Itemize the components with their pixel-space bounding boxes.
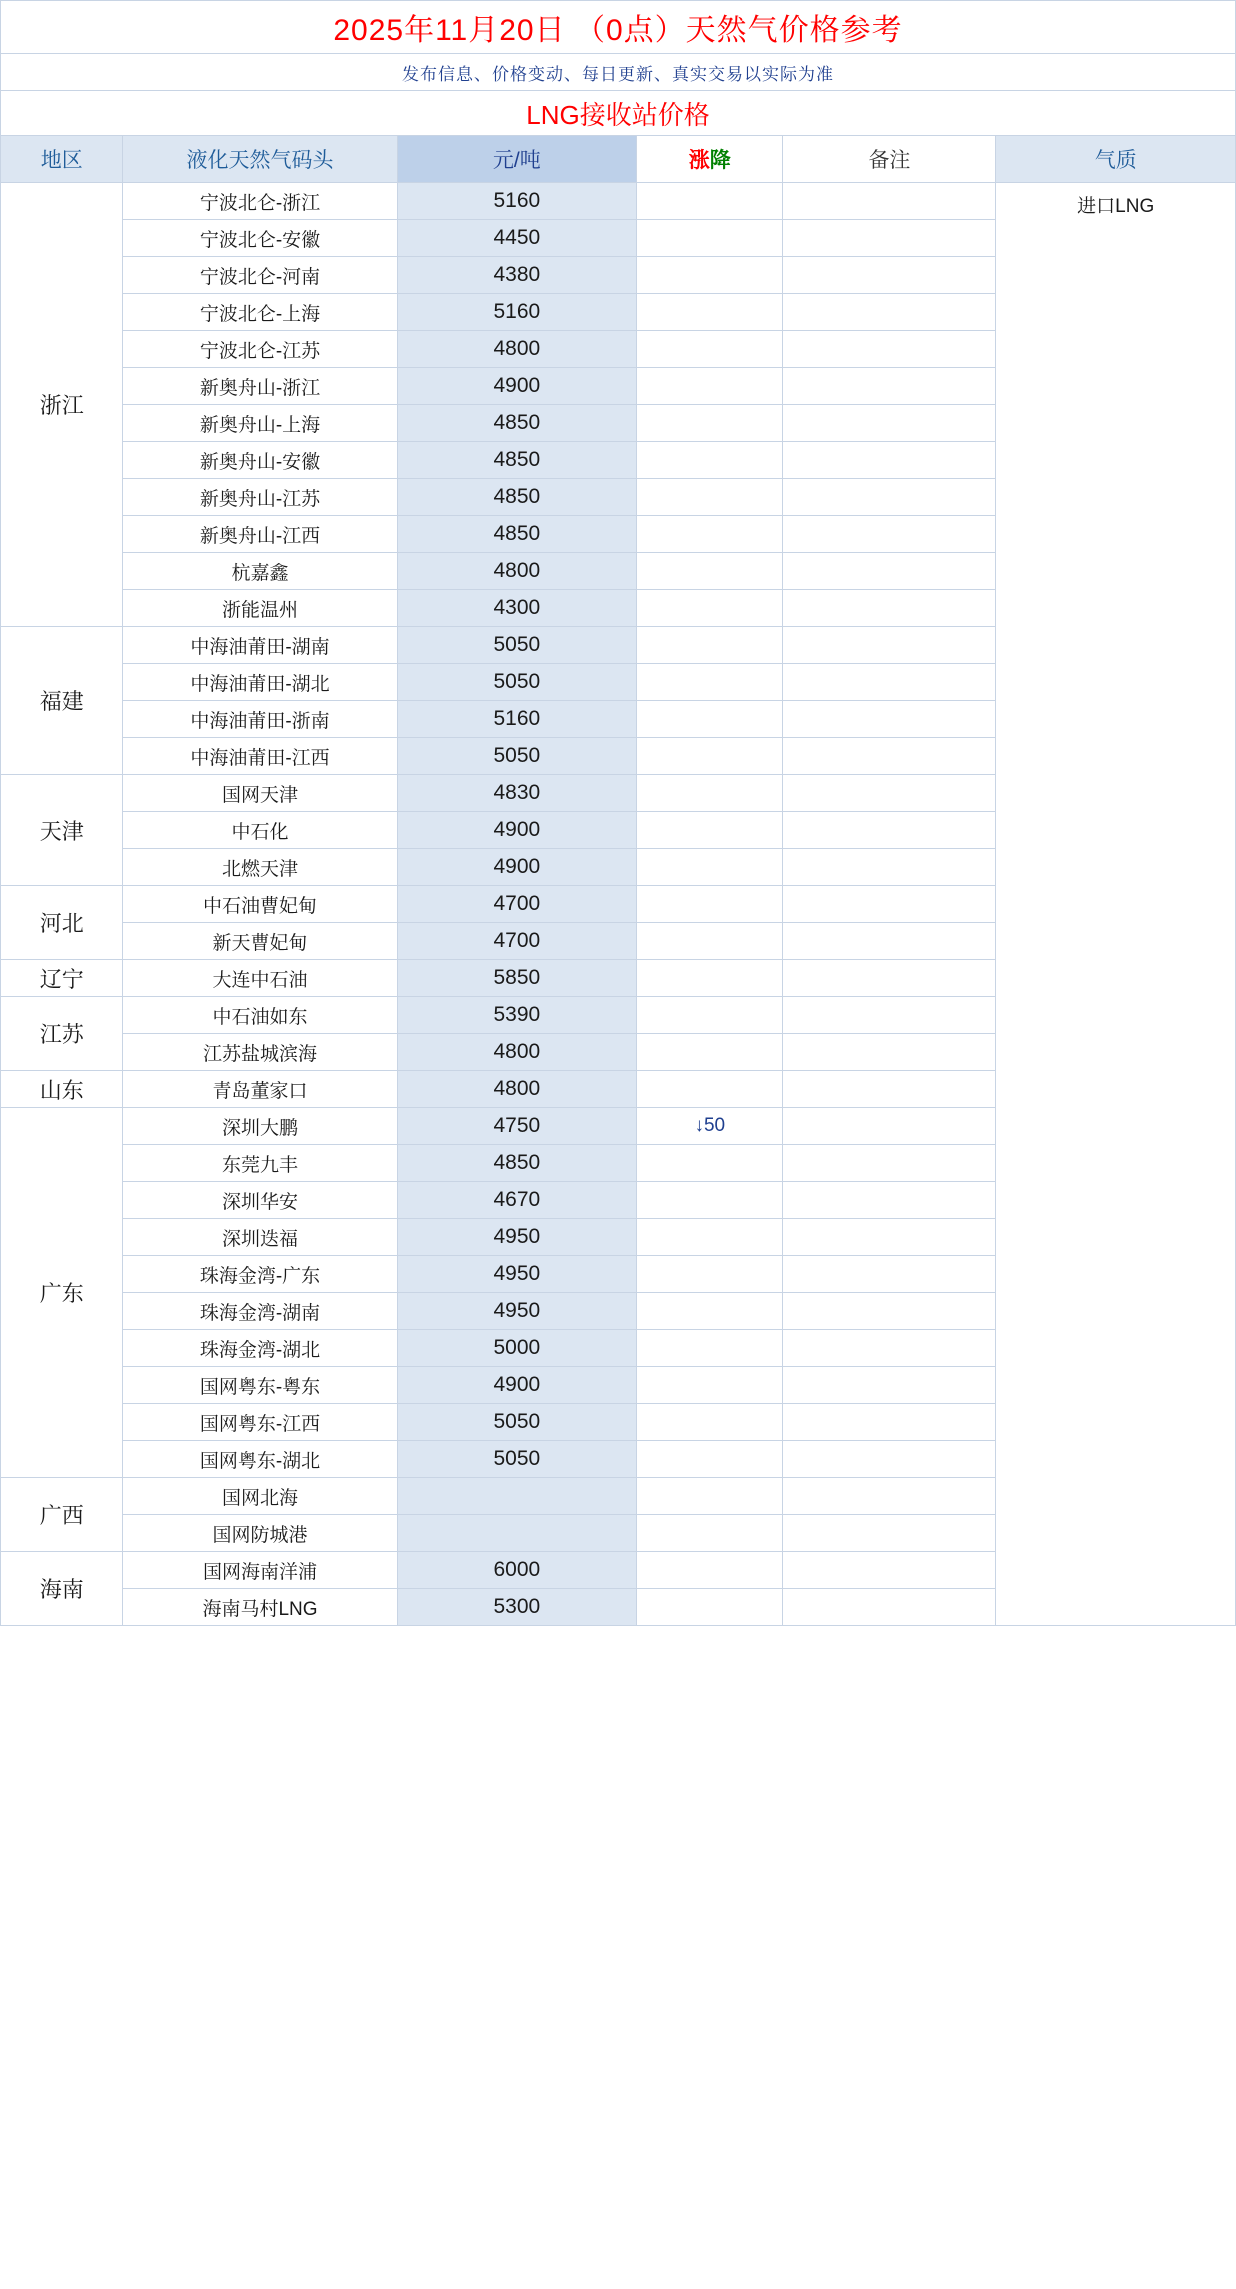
change-cell [637,1256,783,1293]
price-cell: 4800 [397,331,637,368]
note-cell [783,479,996,516]
header-change-down: 降 [709,149,731,172]
change-cell [637,997,783,1034]
change-cell [637,738,783,775]
change-cell [637,1478,783,1515]
change-cell [637,294,783,331]
note-cell [783,1071,996,1108]
header-quality: 气质 [996,136,1236,183]
change-cell [637,1515,783,1552]
header-price: 元/吨 [397,136,637,183]
change-cell [637,516,783,553]
terminal-cell: 新天曹妃甸 [123,923,397,960]
price-cell: 4950 [397,1219,637,1256]
terminal-cell: 珠海金湾-湖南 [123,1293,397,1330]
price-cell: 5160 [397,294,637,331]
price-cell: 4700 [397,886,637,923]
terminal-cell: 宁波北仑-江苏 [123,331,397,368]
note-cell [783,886,996,923]
change-cell [637,664,783,701]
note-cell [783,1367,996,1404]
column-header-row [1,136,1236,183]
terminal-cell: 宁波北仑-河南 [123,257,397,294]
price-cell: 4950 [397,1293,637,1330]
change-cell [637,1441,783,1478]
terminal-cell: 珠海金湾-湖北 [123,1330,397,1367]
change-cell [637,1589,783,1626]
change-cell [637,849,783,886]
terminal-cell: 中海油莆田-湖北 [123,664,397,701]
terminal-cell: 新奥舟山-江苏 [123,479,397,516]
title-row [1,1,1236,54]
region-cell: 广西 [1,1478,123,1552]
change-cell: ↓50 [637,1108,783,1145]
price-cell: 4380 [397,257,637,294]
note-cell [783,701,996,738]
price-cell [397,1478,637,1515]
note-cell [783,1219,996,1256]
change-cell [637,960,783,997]
change-cell [637,812,783,849]
price-cell: 5000 [397,1330,637,1367]
price-cell: 4850 [397,442,637,479]
terminal-cell: 新奥舟山-上海 [123,405,397,442]
price-cell: 5050 [397,1404,637,1441]
page-subtitle: 发布信息、价格变动、每日更新、真实交易以实际为准 [1,54,1236,91]
change-cell [637,590,783,627]
price-cell: 4850 [397,516,637,553]
note-cell [783,960,996,997]
change-cell [637,479,783,516]
change-cell [637,1330,783,1367]
note-cell [783,1515,996,1552]
note-cell [783,1145,996,1182]
price-cell: 4900 [397,368,637,405]
price-cell: 4900 [397,812,637,849]
change-cell [637,442,783,479]
note-cell [783,442,996,479]
note-cell [783,516,996,553]
terminal-cell: 江苏盐城滨海 [123,1034,397,1071]
terminal-cell: 宁波北仑-上海 [123,294,397,331]
note-cell [783,590,996,627]
terminal-cell: 国网天津 [123,775,397,812]
region-cell: 海南 [1,1552,123,1626]
note-cell [783,923,996,960]
terminal-cell: 深圳华安 [123,1182,397,1219]
price-cell: 4900 [397,849,637,886]
table-row [1,183,1236,220]
region-cell: 江苏 [1,997,123,1071]
price-cell: 4850 [397,405,637,442]
price-cell: 5300 [397,1589,637,1626]
change-cell [637,1552,783,1589]
price-cell [397,1515,637,1552]
table-body [1,1,1236,1626]
price-cell: 4700 [397,923,637,960]
price-cell: 4450 [397,220,637,257]
price-cell: 4850 [397,1145,637,1182]
note-cell [783,1108,996,1145]
note-cell [783,1552,996,1589]
header-change [637,136,783,183]
section-title: LNG接收站价格 [1,91,1236,136]
note-cell [783,812,996,849]
terminal-cell: 深圳迭福 [123,1219,397,1256]
change-cell [637,1293,783,1330]
change-cell [637,1145,783,1182]
terminal-cell: 国网粤东-粤东 [123,1367,397,1404]
note-cell [783,368,996,405]
terminal-cell: 宁波北仑-安徽 [123,220,397,257]
change-cell [637,183,783,220]
change-cell [637,701,783,738]
terminal-cell: 北燃天津 [123,849,397,886]
price-cell: 4800 [397,1034,637,1071]
change-cell [637,627,783,664]
note-cell [783,738,996,775]
page-title: 2025年11月20日 （0点）天然气价格参考 [1,1,1236,54]
change-cell [637,775,783,812]
note-cell [783,1256,996,1293]
terminal-cell: 大连中石油 [123,960,397,997]
price-cell: 5160 [397,701,637,738]
price-cell: 4800 [397,1071,637,1108]
quality-cell: 进口LNG [996,183,1236,1626]
region-cell: 福建 [1,627,123,775]
change-cell [637,1034,783,1071]
terminal-cell: 中海油莆田-江西 [123,738,397,775]
header-note: 备注 [783,136,996,183]
change-cell [637,1367,783,1404]
terminal-cell: 新奥舟山-安徽 [123,442,397,479]
price-cell: 4670 [397,1182,637,1219]
terminal-cell: 中海油莆田-浙南 [123,701,397,738]
price-cell: 6000 [397,1552,637,1589]
terminal-cell: 深圳大鹏 [123,1108,397,1145]
price-cell: 4750 [397,1108,637,1145]
note-cell [783,1478,996,1515]
region-cell: 浙江 [1,183,123,627]
price-cell: 4850 [397,479,637,516]
terminal-cell: 新奥舟山-浙江 [123,368,397,405]
price-cell: 4800 [397,553,637,590]
price-cell: 5160 [397,183,637,220]
price-cell: 5050 [397,738,637,775]
price-cell: 5390 [397,997,637,1034]
region-cell: 辽宁 [1,960,123,997]
change-cell [637,923,783,960]
price-cell: 5850 [397,960,637,997]
terminal-cell: 国网粤东-湖北 [123,1441,397,1478]
note-cell [783,331,996,368]
terminal-cell: 东莞九丰 [123,1145,397,1182]
region-cell: 山东 [1,1071,123,1108]
note-cell [783,1182,996,1219]
change-cell [637,1404,783,1441]
terminal-cell: 中海油莆田-湖南 [123,627,397,664]
price-cell: 4950 [397,1256,637,1293]
note-cell [783,1441,996,1478]
note-cell [783,220,996,257]
region-cell: 广东 [1,1108,123,1478]
price-cell: 5050 [397,1441,637,1478]
note-cell [783,1330,996,1367]
header-region: 地区 [1,136,123,183]
change-cell [637,368,783,405]
note-cell [783,405,996,442]
change-cell [637,257,783,294]
change-cell [637,405,783,442]
terminal-cell: 新奥舟山-江西 [123,516,397,553]
change-cell [637,1219,783,1256]
region-cell: 河北 [1,886,123,960]
header-terminal: 液化天然气码头 [123,136,397,183]
terminal-cell: 国网防城港 [123,1515,397,1552]
note-cell [783,1404,996,1441]
note-cell [783,1034,996,1071]
price-cell: 4300 [397,590,637,627]
note-cell [783,294,996,331]
terminal-cell: 宁波北仑-浙江 [123,183,397,220]
note-cell [783,1293,996,1330]
subtitle-row [1,54,1236,91]
change-cell [637,553,783,590]
terminal-cell: 浙能温州 [123,590,397,627]
change-cell [637,220,783,257]
price-cell: 4900 [397,1367,637,1404]
price-cell: 5050 [397,627,637,664]
note-cell [783,1589,996,1626]
change-cell [637,1182,783,1219]
terminal-cell: 杭嘉鑫 [123,553,397,590]
terminal-cell: 国网北海 [123,1478,397,1515]
terminal-cell: 中石油如东 [123,997,397,1034]
note-cell [783,627,996,664]
terminal-cell: 国网海南洋浦 [123,1552,397,1589]
note-cell [783,997,996,1034]
change-cell [637,331,783,368]
terminal-cell: 珠海金湾-广东 [123,1256,397,1293]
terminal-cell: 中石油曹妃甸 [123,886,397,923]
header-change-up: 涨 [688,149,710,172]
terminal-cell: 中石化 [123,812,397,849]
section-row [1,91,1236,136]
note-cell [783,183,996,220]
terminal-cell: 国网粤东-江西 [123,1404,397,1441]
terminal-cell: 青岛董家口 [123,1071,397,1108]
change-cell [637,1071,783,1108]
price-cell: 5050 [397,664,637,701]
change-cell [637,886,783,923]
terminal-cell: 海南马村LNG [123,1589,397,1626]
price-cell: 4830 [397,775,637,812]
note-cell [783,775,996,812]
note-cell [783,257,996,294]
region-cell: 天津 [1,775,123,886]
note-cell [783,553,996,590]
note-cell [783,664,996,701]
note-cell [783,849,996,886]
